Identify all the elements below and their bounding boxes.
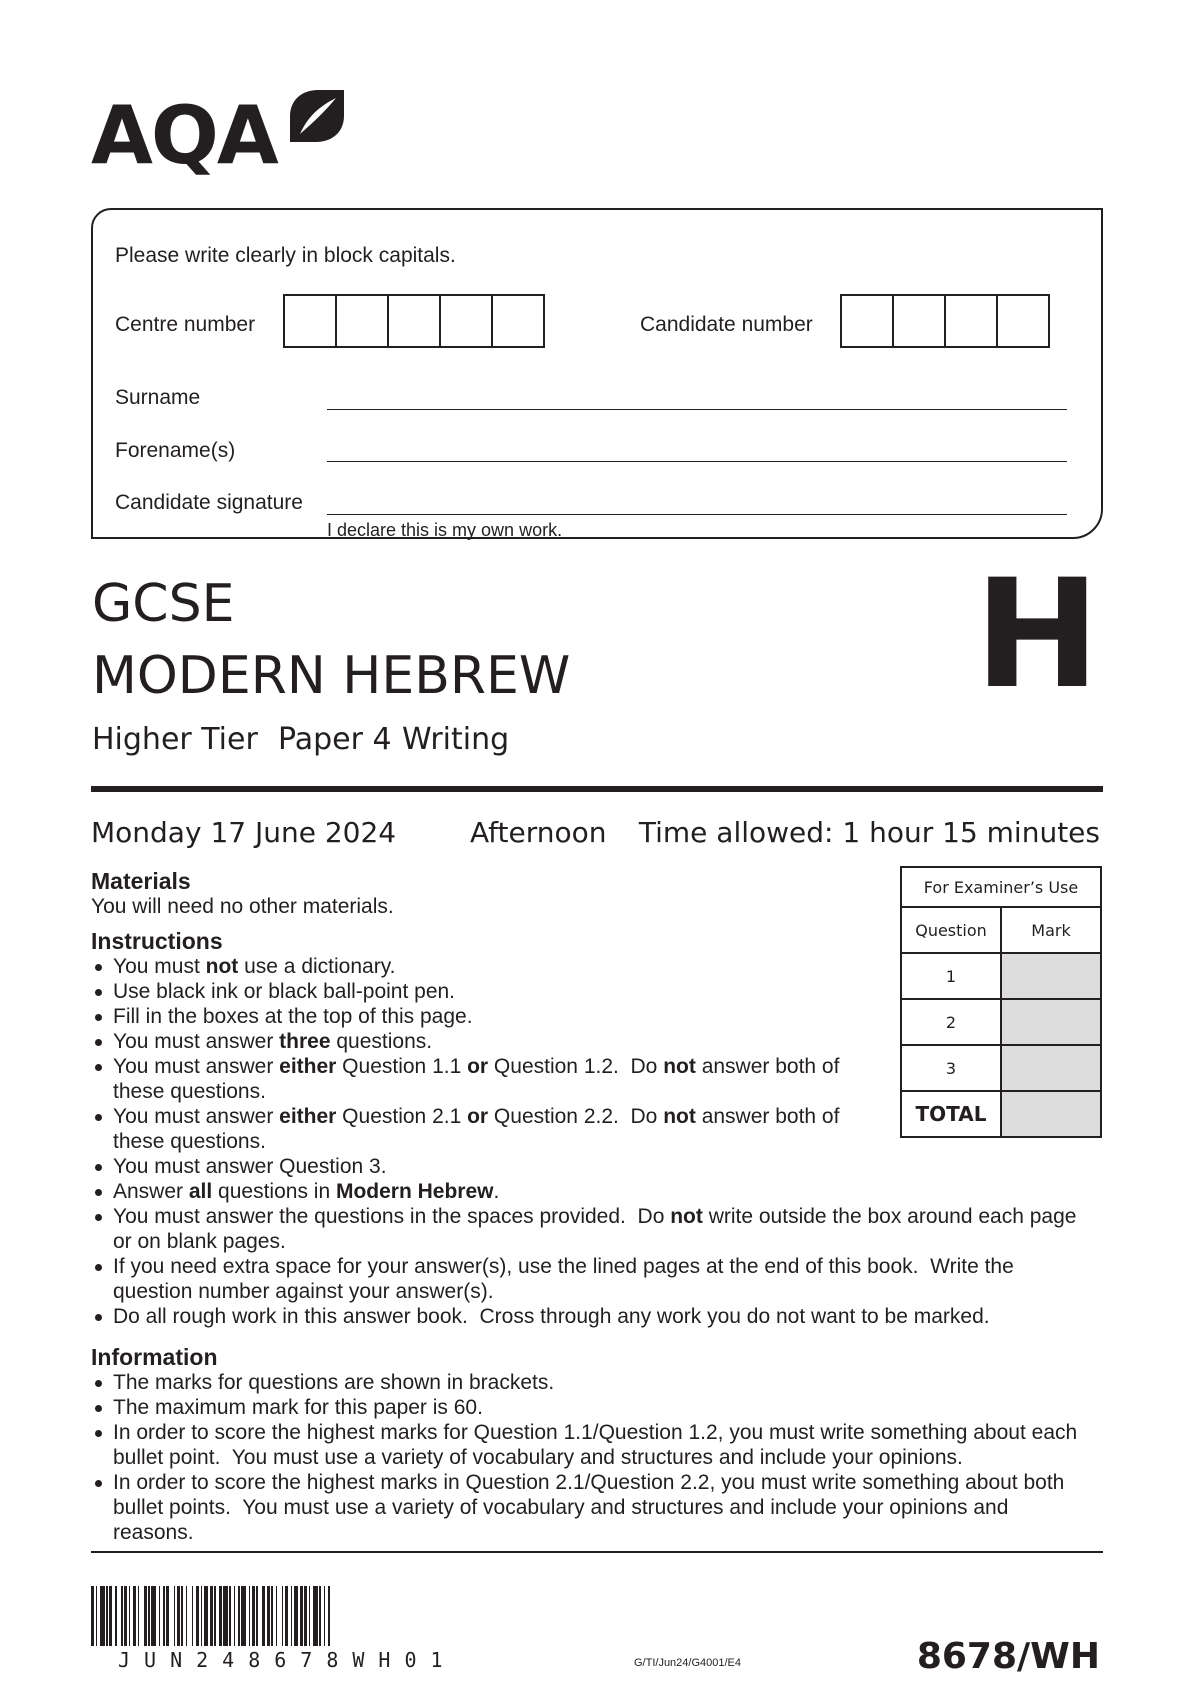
exam-session: Afternoon bbox=[470, 816, 607, 849]
signature-label: Candidate signature bbox=[115, 491, 303, 514]
instruction-item: Do all rough work in this answer book. Cross through any work you do not want to be marked. bbox=[91, 1304, 1091, 1329]
instruction-item: Use black ink or black ball-point pen. bbox=[91, 979, 1091, 1004]
instruction-item: Fill in the boxes at the top of this page. bbox=[91, 1004, 1091, 1029]
job-code: G/TI/Jun24/G4001/E4 bbox=[634, 1657, 742, 1669]
logo-text: AQA bbox=[91, 89, 277, 182]
mark-cell bbox=[1001, 1045, 1101, 1091]
component-name: Writing bbox=[402, 722, 510, 757]
instruction-item: You must answer three questions. bbox=[91, 1029, 1091, 1054]
title-divider bbox=[91, 786, 1103, 792]
forename-label: Forename(s) bbox=[115, 439, 236, 462]
tier-letter: H bbox=[974, 548, 1100, 722]
instruction-item: Answer all questions in Modern Hebrew. bbox=[91, 1179, 1091, 1204]
question-number: 3 bbox=[901, 1045, 1001, 1091]
forename-line[interactable] bbox=[327, 461, 1067, 462]
total-label: TOTAL bbox=[901, 1091, 1001, 1137]
information-item: The marks for questions are shown in brackets. bbox=[91, 1370, 1091, 1395]
candidate-number-boxes[interactable] bbox=[840, 294, 1050, 348]
instruction-item: You must answer either Question 1.1 or Question 1.2. Do not answer both of these questions. bbox=[91, 1054, 1091, 1104]
question-number: 2 bbox=[901, 999, 1001, 1045]
signature-line[interactable] bbox=[327, 514, 1067, 515]
centre-digit-box[interactable] bbox=[387, 294, 441, 348]
tier-text: Higher Tier bbox=[92, 722, 258, 757]
mark-cell bbox=[1001, 953, 1101, 999]
instruction-item: You must answer either Question 2.1 or Question 2.2. Do not answer both of these questions. bbox=[91, 1104, 1091, 1154]
materials-heading: Materials bbox=[91, 868, 191, 894]
candidate-number-label: Candidate number bbox=[640, 313, 813, 336]
footer-divider bbox=[91, 1551, 1103, 1553]
surname-label: Surname bbox=[115, 386, 201, 409]
total-mark-cell bbox=[1001, 1091, 1101, 1137]
question-number: 1 bbox=[901, 953, 1001, 999]
centre-digit-box[interactable] bbox=[491, 294, 545, 348]
instruction-item: You must not use a dictionary. bbox=[91, 954, 1091, 979]
centre-digit-box[interactable] bbox=[439, 294, 493, 348]
instruction-item: You must answer the questions in the spaces provided. Do not write outside the box around each page or on blank pages. bbox=[91, 1204, 1091, 1254]
subject-title: MODERN HEBREW bbox=[92, 646, 571, 706]
examiner-caption: For Examiner’s Use bbox=[901, 867, 1101, 907]
centre-number-boxes[interactable] bbox=[283, 294, 545, 348]
barcode-bar bbox=[330, 1586, 332, 1646]
information-item: The maximum mark for this paper is 60. bbox=[91, 1395, 1091, 1420]
examiner-use-table bbox=[900, 866, 1102, 1138]
paper-number: Paper 4 bbox=[278, 722, 392, 757]
centre-digit-box[interactable] bbox=[335, 294, 389, 348]
block-capitals-instruction: Please write clearly in block capitals. bbox=[115, 244, 456, 267]
aqa-logo bbox=[91, 86, 351, 182]
mark-cell bbox=[1001, 999, 1101, 1045]
instruction-item: If you need extra space for your answer(s), use the lined pages at the end of this book. Write the question number against your answer(s). bbox=[91, 1254, 1091, 1304]
barcode bbox=[91, 1586, 498, 1646]
time-allowed: Time allowed: 1 hour 15 minutes bbox=[638, 816, 1100, 849]
candidate-digit-box[interactable] bbox=[996, 294, 1050, 348]
barcode-text: JUN248678WH01 bbox=[118, 1648, 457, 1672]
information-heading: Information bbox=[91, 1344, 218, 1370]
candidate-digit-box[interactable] bbox=[840, 294, 894, 348]
candidate-digit-box[interactable] bbox=[944, 294, 998, 348]
question-column-header: Question bbox=[901, 907, 1001, 953]
materials-text: You will need no other materials. bbox=[91, 895, 394, 918]
exam-date: Monday 17 June 2024 bbox=[91, 816, 397, 849]
surname-line[interactable] bbox=[327, 409, 1067, 410]
candidate-digit-box[interactable] bbox=[892, 294, 946, 348]
instruction-item: You must answer Question 3. bbox=[91, 1154, 1091, 1179]
qualification-title: GCSE bbox=[92, 574, 235, 634]
aqa-leaf-icon bbox=[286, 86, 346, 146]
declaration-text: I declare this is my own work. bbox=[327, 520, 563, 540]
centre-number-label: Centre number bbox=[115, 313, 256, 336]
information-section bbox=[91, 1344, 1091, 1545]
instructions-heading: Instructions bbox=[91, 928, 223, 954]
paper-code: 8678/WH bbox=[916, 1636, 1100, 1677]
mark-column-header: Mark bbox=[1001, 907, 1101, 953]
information-item: In order to score the highest marks in Question 2.1/Question 2.2, you must write something about both bullet points. You must use a variety of vocabulary and structures and include your opinions and reasons. bbox=[91, 1470, 1091, 1545]
information-item: In order to score the highest marks for Question 1.1/Question 1.2, you must write something about each bullet point. You must use a variety of vocabulary and structures and include your opinions. bbox=[91, 1420, 1091, 1470]
centre-digit-box[interactable] bbox=[283, 294, 337, 348]
information-list bbox=[91, 1370, 1091, 1545]
